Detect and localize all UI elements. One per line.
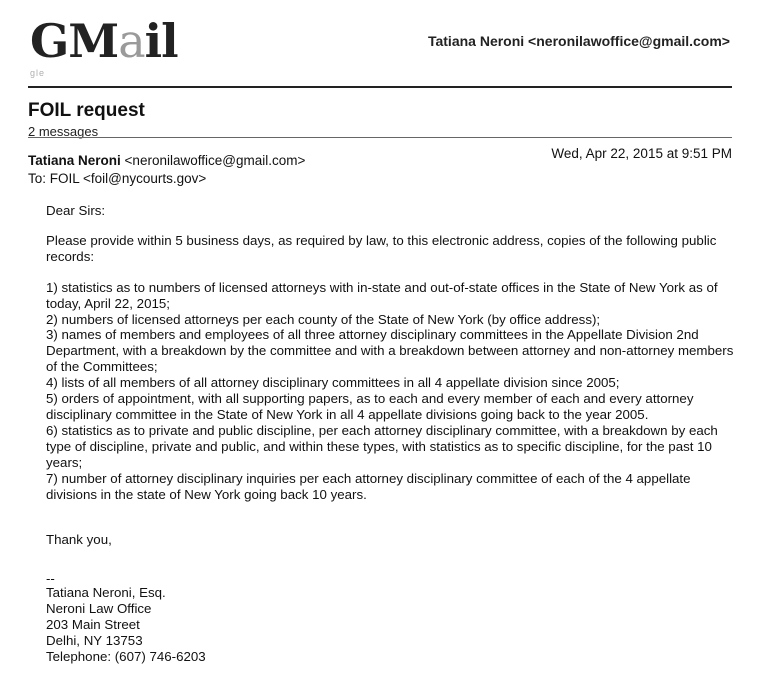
request-item: 5) orders of appointment, with all supporting papers, as to each and every member of each and every attorney disciplinary committee in the State of New York in all 4 appellate divisions going back to the year 2005. [46,391,694,422]
gmail-logo [30,14,178,68]
request-item: 7) number of attorney disciplinary inquiries per each attorney disciplinary committee of each of the 4 appellate divisions in the state of New York going back 10 years. [46,470,691,502]
sender-name: Tatiana Neroni [28,153,121,168]
signature-block [46,573,736,665]
greeting: Dear Sirs: [46,203,106,218]
message-count: 2 messages [28,124,99,139]
closing: Thank you, [46,532,112,548]
request-item: 6) statistics as to private and public discipline, per each attorney disciplinary committee, with a breakdown by each type of discipline, private and public, and within these types, with statistics as to specific discipline, for the past 10 years; [46,422,718,470]
header-divider [28,86,732,88]
signature-line: Telephone: (607) 746-6203 [46,648,206,664]
signature-line: Neroni Law Office [46,601,152,617]
signature-line: Tatiana Neroni, Esq. [46,585,166,601]
message-sender [28,153,305,168]
request-item: 3) names of members and employees of all three attorney disciplinary committees in the Appellate Division 2nd Department, with a breakdown by the committee and with a breakdown between attorney and non-attorney members of the Committees; [46,327,734,375]
thread-divider [28,137,732,138]
logo-text-main: GM [30,14,119,68]
signature-line: Delhi, NY 13753 [46,633,143,649]
thread-subject: FOIL request [28,100,145,121]
signature-line: 203 Main Street [46,617,140,633]
account-identity: Tatiana Neroni <neronilawoffice@gmail.com> [427,33,730,49]
request-item: 2) numbers of licensed attorneys per each county of the State of New York (by office address); [46,311,601,327]
intro-paragraph: Please provide within 5 business days, as required by law, to this electronic address, copies of the following public records: [46,232,717,264]
logo-subtext: gle [30,68,46,78]
logo-text-tail: il [144,14,178,68]
message-body [46,203,736,665]
request-item: 1) statistics as to numbers of licensed attorneys with in-state and out-of-state offices in the State of New York as of today, April 22, 2015; [46,279,718,311]
request-list [46,280,736,503]
signature-separator: -- [46,571,55,587]
request-item: 4) lists of all members of all attorney disciplinary committees in all 4 appellate division since 2005; [46,375,620,391]
sender-email: <neronilawoffice@gmail.com> [124,153,306,168]
message-recipient: To: FOIL <foil@nycourts.gov> [28,171,207,186]
message-date: Wed, Apr 22, 2015 at 9:51 PM [551,146,732,161]
logo-text-faint: a [118,14,145,68]
